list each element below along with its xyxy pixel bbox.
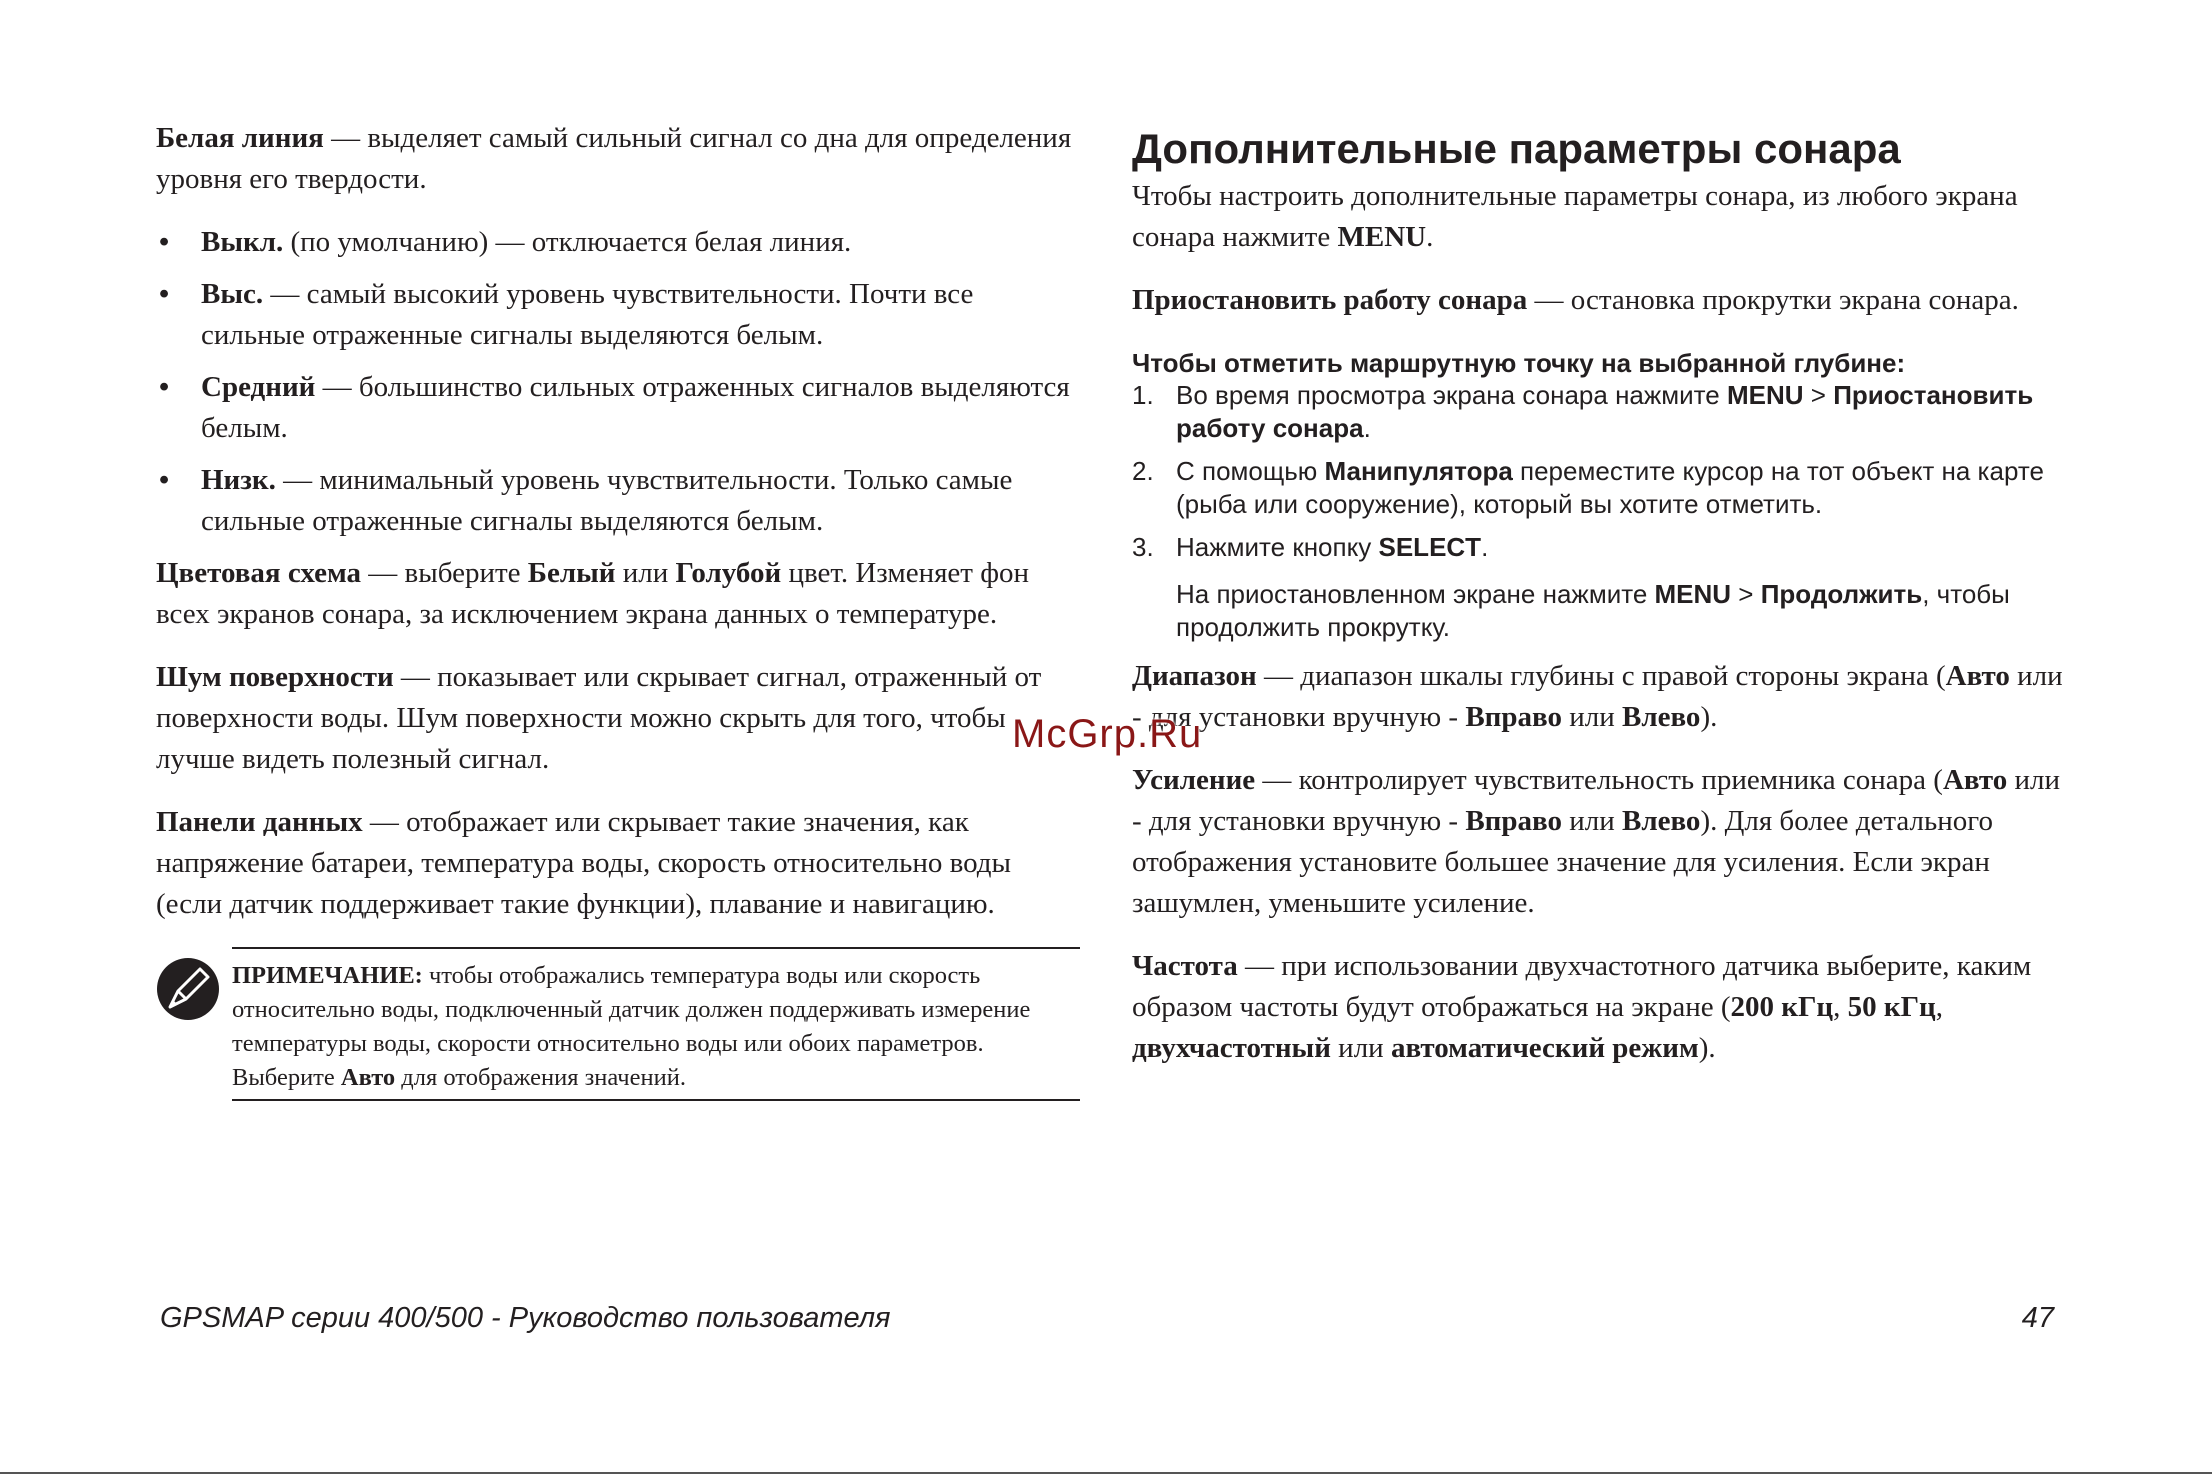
list-item	[156, 222, 1080, 263]
frequency-text: — при использовании двухчастотного датчика выберите, каким образом частоты будут отображаться на экране (	[1132, 950, 2032, 1023]
option-text: — минимальный уровень чувствительности. Только самые сильные отраженные сигналы выделяются белым.	[201, 464, 1013, 537]
joystick-term: Манипулятора	[1324, 456, 1513, 486]
bullet-icon: •	[159, 226, 170, 258]
color-scheme-text: цвет. Изменяет фон всех экранов сонара, за исключением экрана данных о температуре.	[156, 557, 1030, 630]
color-scheme-text: — выберите	[361, 557, 528, 589]
auto-option: Авто	[1942, 764, 2008, 796]
intro-end: .	[1426, 221, 1434, 253]
left-column	[156, 118, 1080, 1101]
pause-paragraph	[1132, 280, 2072, 321]
surface-noise-text: — показывает или скрывает сигнал, отраженный от поверхности воды. Шум поверхности можно скрыть для того, чтобы лучше видеть полезный сигнал.	[156, 661, 1042, 775]
range-paragraph	[1132, 656, 2072, 738]
dual-frequency-option: двухчастотный	[1132, 1032, 1331, 1064]
watermark: McGrp.Ru	[1012, 712, 1203, 756]
option-term: Выкл.	[201, 226, 284, 258]
step-item	[1132, 531, 2072, 564]
select-key: SELECT	[1378, 532, 1482, 562]
frequency-paragraph	[1132, 946, 2072, 1069]
gain-term: Усиление	[1132, 764, 1256, 796]
intro-text: Чтобы настроить дополнительные параметры сонара, из любого экрана сонара нажмите	[1132, 180, 2018, 253]
gain-text: или - для установки вручную -	[1132, 764, 2060, 837]
note-text: чтобы отображались температура воды или скорость относительно воды, подключенный датчик должен поддерживать измерение температуры воды, скорости относительно воды или обоих параметров. Выберите	[232, 962, 1031, 1091]
step-number: 1.	[1132, 380, 1154, 410]
step-text: переместите курсор на тот объект на карте (рыба или сооружение), который вы хотите отметить.	[1176, 456, 2044, 519]
data-bars-term: Панели данных	[156, 806, 363, 838]
list-item	[156, 460, 1080, 542]
step-item	[1132, 455, 2072, 521]
range-text: или	[1561, 701, 1622, 733]
footer-title: GPSMAP серии 400/500 - Руководство пользователя	[160, 1302, 891, 1334]
left-option: Влево	[1621, 701, 1701, 733]
step-text: С помощью	[1176, 456, 1325, 486]
white-line-text: — выделяет самый сильный сигнал со дна для определения уровня его твердости.	[156, 122, 1072, 195]
procedure-steps	[1132, 379, 2072, 564]
bottom-divider	[0, 1472, 2212, 1474]
gain-text: — контролирует чувствительность приемника сонара (	[1255, 764, 1943, 796]
color-scheme-paragraph	[156, 553, 1080, 635]
option-text: (по умолчанию) — отключается белая линия.	[283, 226, 852, 258]
step-number: 3.	[1132, 532, 1154, 562]
surface-noise-term: Шум поверхности	[156, 661, 394, 693]
step-item	[1132, 379, 2072, 445]
note-label: ПРИМЕЧАНИЕ:	[232, 962, 423, 989]
step-text: , чтобы продолжить прокрутку.	[1176, 579, 2010, 642]
step-number: 2.	[1132, 456, 1154, 486]
menu-key: MENU	[1654, 579, 1732, 609]
page-number: 47	[2021, 1302, 2054, 1334]
note-box	[232, 947, 1080, 1101]
frequency-text: ,	[1935, 991, 1944, 1023]
frequency-text: ).	[1698, 1032, 1716, 1064]
menu-key: MENU	[1726, 380, 1804, 410]
auto-option: Авто	[1945, 660, 2010, 692]
gain-text: ). Для более детального отображения установите большее значение для усиления. Если экран зашумлен, уменьшите усиление.	[1132, 805, 1993, 919]
section-title: Дополнительные параметры сонара	[1132, 125, 1901, 172]
option-text: — большинство сильных отраженных сигналов выделяются белым.	[201, 371, 1070, 444]
gain-text: или	[1561, 805, 1622, 837]
right-option: Вправо	[1465, 701, 1562, 733]
surface-noise-paragraph	[156, 657, 1080, 780]
bullet-icon: •	[159, 371, 170, 403]
intro-paragraph	[1132, 176, 2072, 258]
frequency-term: Частота	[1132, 950, 1238, 982]
step-text: Нажмите кнопку	[1176, 532, 1379, 562]
step-text: На приостановленном экране нажмите	[1176, 579, 1655, 609]
frequency-text: ,	[1833, 991, 1848, 1023]
range-text: — диапазон шкалы глубины с правой стороны экрана (	[1256, 660, 1946, 692]
auto-mode-option: автоматический режим	[1390, 1032, 1699, 1064]
200khz-option: 200 кГц	[1730, 991, 1834, 1023]
range-term: Диапазон	[1132, 660, 1257, 692]
left-option: Влево	[1621, 805, 1701, 837]
range-text: ).	[1700, 701, 1718, 733]
option-text: — самый высокий уровень чувствительности. Почти все сильные отраженные сигналы выделяются белым.	[201, 278, 974, 351]
bullet-icon: •	[159, 278, 170, 310]
data-bars-text: — отображает или скрывает такие значения, как напряжение батареи, температура воды, скорость относительно воды (если датчик поддерживает такие функции), плавание и навигацию.	[156, 806, 1012, 920]
step-text: >	[1803, 380, 1834, 410]
range-text: или - для установки вручную -	[1132, 660, 2063, 733]
pause-term: Приостановить работу сонара	[1132, 284, 1528, 316]
white-line-paragraph	[156, 118, 1080, 200]
pause-sonar-option: Приостановить работу сонара	[1176, 380, 2034, 443]
note-text-end: для отображения значений.	[395, 1064, 686, 1091]
resume-option: Продолжить	[1760, 579, 1923, 609]
option-term: Низк.	[201, 464, 276, 496]
data-bars-paragraph	[156, 802, 1080, 925]
step-text: >	[1731, 579, 1761, 609]
step-text: Во время просмотра экрана сонара нажмите	[1176, 380, 1727, 410]
white-line-term: Белая линия	[156, 122, 324, 154]
note-pencil-icon	[156, 957, 220, 1021]
gain-paragraph	[1132, 760, 2072, 924]
color-blue-option: Голубой	[675, 557, 782, 589]
option-term: Средний	[201, 371, 316, 403]
step-3-note	[1132, 578, 2072, 644]
pause-text: — остановка прокрутки экрана сонара.	[1527, 284, 2019, 316]
list-item	[156, 274, 1080, 356]
note-bold: Авто	[340, 1064, 396, 1091]
procedure-title: Чтобы отметить маршрутную точку на выбранной глубине:	[1132, 348, 1906, 378]
color-scheme-text: или	[615, 557, 676, 589]
50khz-option: 50 кГц	[1847, 991, 1936, 1023]
right-option: Вправо	[1465, 805, 1562, 837]
bullet-icon: •	[159, 464, 170, 496]
menu-key: MENU	[1337, 221, 1427, 253]
color-white-option: Белый	[527, 557, 616, 589]
option-term: Выс.	[201, 278, 264, 310]
list-item	[156, 367, 1080, 449]
white-line-options-list	[156, 222, 1080, 542]
frequency-text: или	[1330, 1032, 1391, 1064]
step-text: .	[1481, 532, 1489, 562]
color-scheme-term: Цветовая схема	[156, 557, 362, 589]
right-column	[1132, 118, 2072, 1091]
step-text: .	[1363, 413, 1371, 443]
